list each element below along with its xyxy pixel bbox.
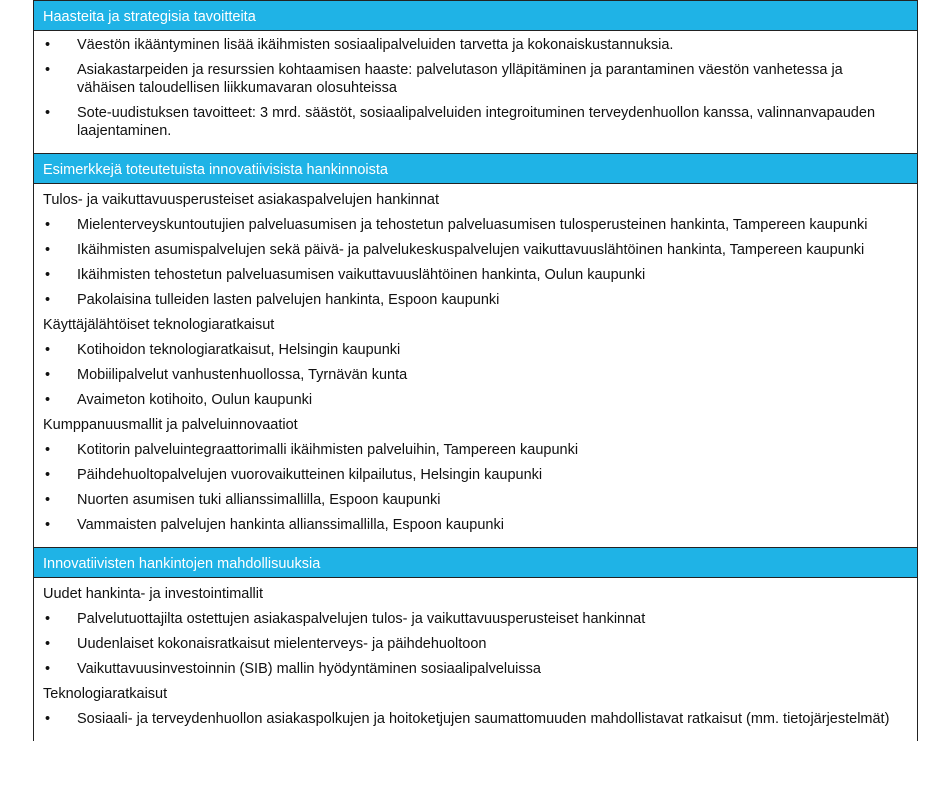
- section-body: [34, 184, 917, 547]
- bullet-icon: •: [45, 367, 51, 383]
- list-item-text: Palvelutuottajilta ostettujen asiakaspalvelujen tulos- ja vaikuttavuusperusteiset hankinnat: [77, 611, 646, 627]
- bullet-icon: •: [45, 611, 51, 627]
- list-item-text: Vammaisten palvelujen hankinta allianssimallilla, Espoon kaupunki: [77, 517, 504, 533]
- list-item: [34, 216, 917, 234]
- bullet-icon: •: [45, 636, 51, 652]
- list-item: [34, 466, 917, 484]
- list-item-text: Asiakastarpeiden ja resurssien kohtaamisen haaste: palvelutason ylläpitäminen ja parantaminen väestön vanhetessa ja vähäisen taloudellisen liikkumavaran olosuhteissa: [77, 62, 843, 96]
- section-body: [34, 578, 917, 741]
- bullet-icon: •: [45, 342, 51, 358]
- list-item: [34, 491, 917, 509]
- list-item: [34, 241, 917, 259]
- bullet-icon: •: [45, 267, 51, 283]
- bullet-icon: •: [45, 442, 51, 458]
- subheading: Kumppanuusmallit ja palveluinnovaatiot: [43, 417, 298, 433]
- list-item: [34, 366, 917, 384]
- list-item-text: Vaikuttavuusinvestoinnin (SIB) mallin hyödyntäminen sosiaalipalveluissa: [77, 661, 541, 677]
- bullet-icon: •: [45, 62, 51, 78]
- subheading: Tulos- ja vaikuttavuusperusteiset asiakaspalvelujen hankinnat: [43, 192, 440, 208]
- bullet-icon: •: [45, 467, 51, 483]
- list-item-text: Pakolaisina tulleiden lasten palvelujen hankinta, Espoon kaupunki: [77, 292, 500, 308]
- list-item: [34, 291, 917, 309]
- list-item: [34, 391, 917, 409]
- list-item: [34, 710, 917, 728]
- subheading: Teknologiaratkaisut: [43, 686, 168, 702]
- list-item-text: Uudenlaiset kokonaisratkaisut mielenterveys- ja päihdehuoltoon: [77, 636, 487, 652]
- list-item-text: Kotihoidon teknologiaratkaisut, Helsingin kaupunki: [77, 342, 401, 358]
- bullet-icon: •: [45, 492, 51, 508]
- bullet-icon: •: [45, 392, 51, 408]
- list-item: [34, 441, 917, 459]
- document-table: [33, 0, 918, 741]
- list-item: [34, 610, 917, 628]
- list-item-text: Mielenterveyskuntoutujien palveluasumisen ja tehostetun palveluasumisen tulosperusteinen hankinta, Tampereen kaupunki: [77, 217, 868, 233]
- section-header: Innovatiivisten hankintojen mahdollisuuksia: [34, 547, 917, 578]
- list-item-text: Päihdehuoltopalvelujen vuorovaikutteinen kilpailutus, Helsingin kaupunki: [77, 467, 543, 483]
- bullet-icon: •: [45, 292, 51, 308]
- list-item: [34, 635, 917, 653]
- list-item-text: Nuorten asumisen tuki allianssimallilla, Espoon kaupunki: [77, 492, 441, 508]
- list-item: [34, 104, 917, 140]
- bullet-icon: •: [45, 217, 51, 233]
- list-item: [34, 266, 917, 284]
- section-body: [34, 31, 917, 153]
- list-item-text: Ikäihmisten tehostetun palveluasumisen vaikuttavuuslähtöinen hankinta, Oulun kaupunki: [77, 267, 646, 283]
- section-header: Esimerkkejä toteutetuista innovatiivisista hankinnoista: [34, 153, 917, 184]
- bullet-icon: •: [45, 37, 51, 53]
- list-item-text: Kotitorin palveluintegraattorimalli ikäihmisten palveluihin, Tampereen kaupunki: [77, 442, 579, 458]
- bullet-icon: •: [45, 242, 51, 258]
- bullet-icon: •: [45, 517, 51, 533]
- list-item-text: Ikäihmisten asumispalvelujen sekä päivä- ja palvelukeskuspalvelujen vaikuttavuuslähtöinen hankinta, Tampereen kaupunki: [77, 242, 865, 258]
- section-header: Haasteita ja strategisia tavoitteita: [34, 0, 917, 31]
- bullet-icon: •: [45, 661, 51, 677]
- bullet-icon: •: [45, 711, 51, 727]
- list-item-text: Väestön ikääntyminen lisää ikäihmisten sosiaalipalveluiden tarvetta ja kokonaiskustannuksia.: [77, 37, 674, 53]
- list-item-text: Sote-uudistuksen tavoitteet: 3 mrd. säästöt, sosiaalipalveluiden integroituminen terveydenhuollon kanssa, valinnanvapauden laajentaminen.: [77, 105, 876, 139]
- list-item: [34, 660, 917, 678]
- list-item: [34, 36, 917, 54]
- bullet-icon: •: [45, 105, 51, 121]
- subheading: Uudet hankinta- ja investointimallit: [43, 586, 264, 602]
- list-item: [34, 341, 917, 359]
- list-item-text: Sosiaali- ja terveydenhuollon asiakaspolkujen ja hoitoketjujen saumattomuuden mahdollistavat ratkaisut (mm. tietojärjestelmät): [77, 711, 890, 727]
- list-item: [34, 516, 917, 534]
- list-item-text: Mobiilipalvelut vanhustenhuollossa, Tyrnävän kunta: [77, 367, 408, 383]
- list-item-text: Avaimeton kotihoito, Oulun kaupunki: [77, 392, 313, 408]
- subheading: Käyttäjälähtöiset teknologiaratkaisut: [43, 317, 275, 333]
- list-item: [34, 61, 917, 97]
